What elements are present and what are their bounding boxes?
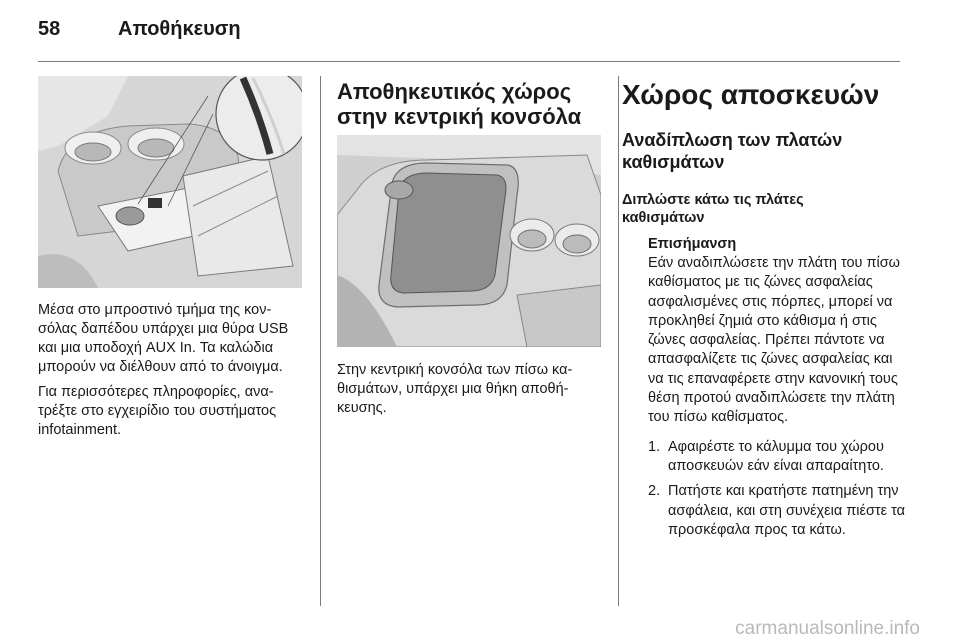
minor-heading: Διπλώστε κάτω τις πλάτες καθισμάτων [622,192,804,226]
column-3 [622,79,922,546]
paragraph: Μέσα στο μπροστινό τμήμα της κονσόλας δαπέδου υπάρχει μια θύρα USB και μια υποδοχή AUX In. Τα καλώδια μπορούν να διέλθουν από το άνοιγμα. [38,302,289,375]
column-divider [320,76,321,606]
caution-note [648,235,910,428]
subsection-heading: Αναδίπλωση των πλατών καθισμάτων [622,130,843,172]
watermark: carmanualsonline.info [735,618,920,639]
section-title: Αποθήκευση [118,18,241,40]
step-text: Αφαιρέστε το κάλυμμα του χώρου αποσκευών εάν είναι απαραίτητο. [668,438,884,474]
column-2-heading-block [337,79,602,129]
step-number: 1. [648,438,661,455]
note-body: Εάν αναδιπλώσετε την πλάτη του πίσω καθίσματος με τις ζώνες ασφαλείας ασφαλισμένες στις πόρπες, μπορεί να προκληθεί ζημιά στο κάθισμα ή στις ζώνες ασφαλείας. Πρέπει πάντοτε να απασφαλίζετε τις ζώνες ασφαλείας και να τις επαναφέρετε στην κανονική τους θέση προτού αναδιπλώσετε την πλάτη του πίσω καθίσματος. [648,255,900,426]
step-number: 2. [648,483,661,500]
note-title: Επισήμανση [648,236,737,252]
list-item [648,482,910,540]
header-rule [38,61,900,62]
chapter-heading: Χώρος αποσκευών [622,79,880,110]
page-number: 58 [38,18,61,40]
paragraph: Για περισσότερες πληροφορίες, ανατρέξτε στο εγχειρίδιο του συστήματος infotainment. [38,384,277,438]
column-divider [618,76,619,606]
paragraph: Στην κεντρική κονσόλα των πίσω καθισμάτων, υπάρχει μια θήκη αποθήκευσης. [337,362,573,416]
column-1-text [38,301,303,446]
list-item [648,438,910,477]
rear-console-storage-illustration [337,135,601,347]
section-heading: Αποθηκευτικός χώρος στην κεντρική κονσόλα [337,79,582,129]
column-2-text [337,361,602,424]
usb-aux-illustration [38,76,302,288]
step-text: Πατήστε και κρατήστε πατημένη την ασφάλεια, και στη συνέχεια πιέστε τα προσκέφαλα προς τα κάτω. [668,483,906,538]
steps-list [648,438,910,540]
